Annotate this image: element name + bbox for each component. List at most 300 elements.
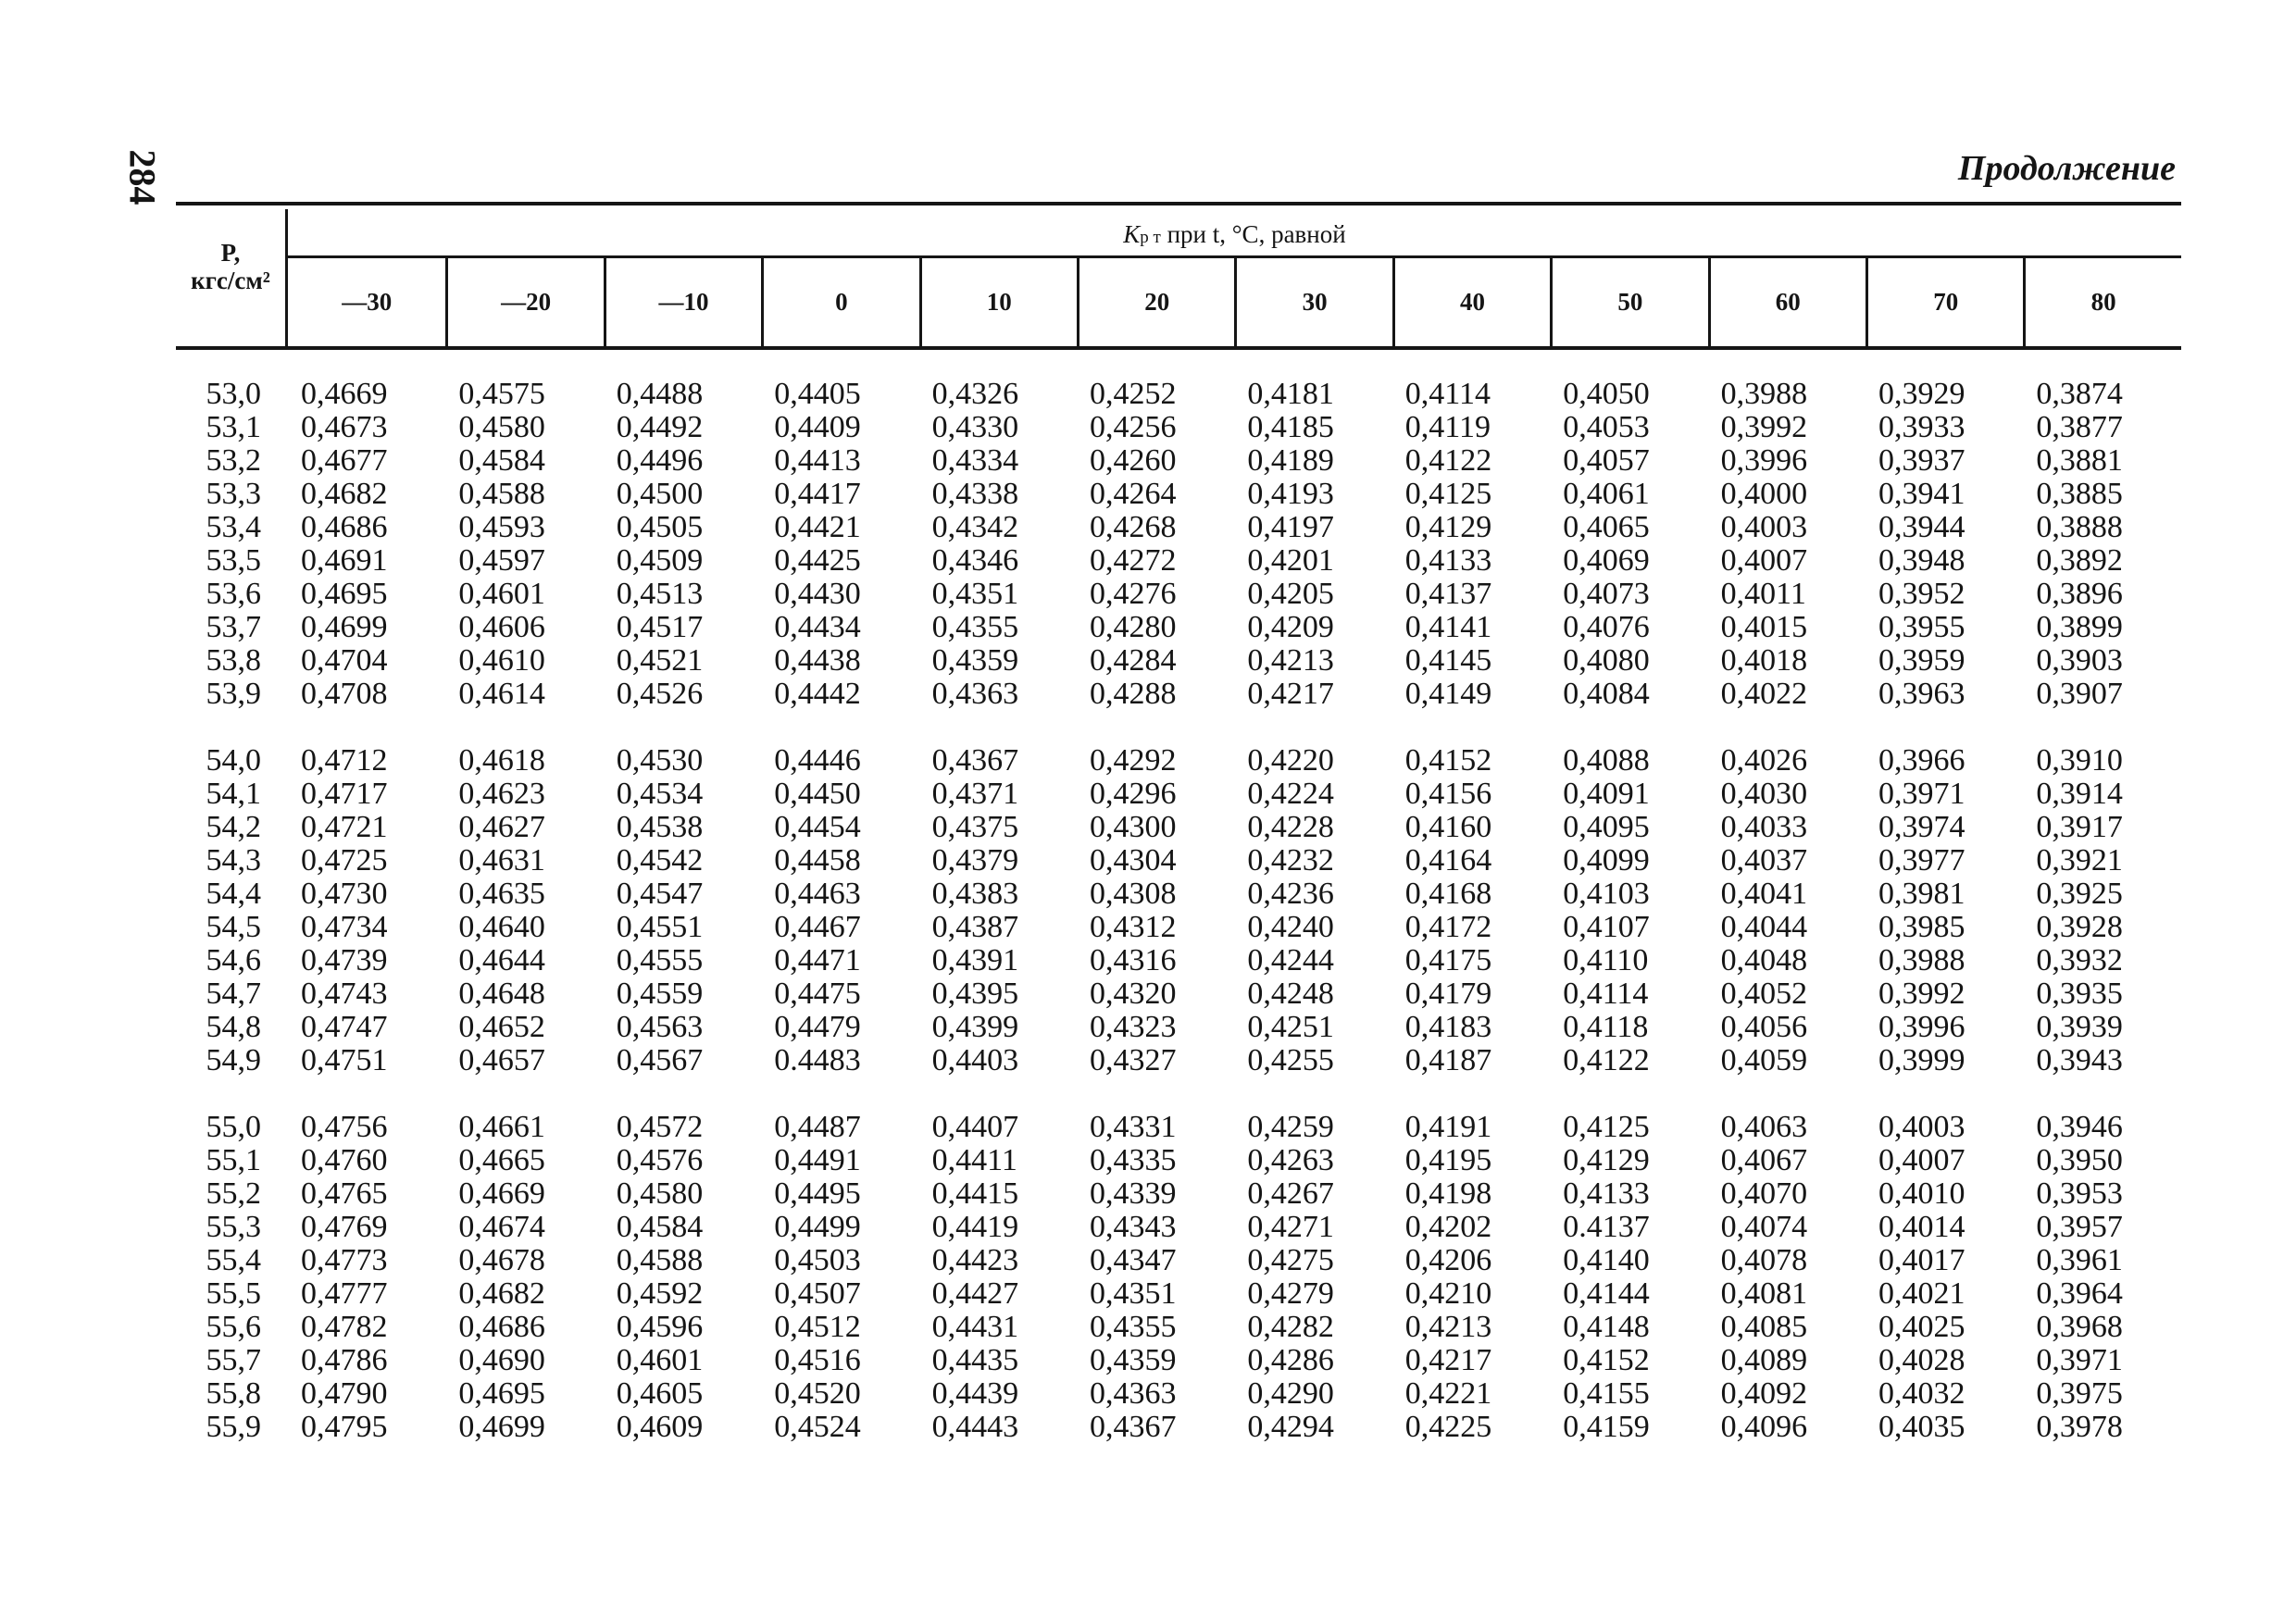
value-cell: 0,4225 <box>1404 1410 1492 1444</box>
value-cell: 0,4576 <box>616 1143 704 1177</box>
value-cell: 0,4342 <box>931 510 1019 544</box>
value-cell: 0,4359 <box>931 643 1019 678</box>
value-cell: 0,4164 <box>1404 843 1492 877</box>
value-cell: 0,4256 <box>1090 410 1177 444</box>
value-cell: 0,4059 <box>1720 1043 1808 1077</box>
pressure-cell: 53,7 <box>206 610 261 644</box>
value-cell: 0,4665 <box>458 1143 545 1177</box>
value-cell: 0,4018 <box>1720 643 1808 678</box>
value-cell: 0,4708 <box>301 677 388 711</box>
value-cell: 0,4088 <box>1563 743 1650 778</box>
value-cell: 0,4335 <box>1090 1143 1177 1177</box>
value-cell: 0,4110 <box>1563 943 1649 977</box>
value-cell: 0,4099 <box>1563 843 1650 877</box>
pressure-cell: 55,0 <box>206 1110 261 1144</box>
pressure-cell: 55,2 <box>206 1176 261 1211</box>
value-cell: 0,4756 <box>301 1110 388 1144</box>
table-row <box>176 778 2181 811</box>
value-cell: 0,4605 <box>616 1376 704 1411</box>
value-cell: 0,4052 <box>1720 977 1808 1011</box>
value-cell: 0,4355 <box>1090 1310 1177 1344</box>
table-row <box>176 378 2181 411</box>
pressure-cell: 54,2 <box>206 810 261 844</box>
pressure-cell: 54,6 <box>206 943 261 977</box>
table-row <box>176 1411 2181 1444</box>
value-cell: 0,4078 <box>1720 1243 1808 1277</box>
value-cell: 0,4355 <box>931 610 1019 644</box>
value-cell: 0,4300 <box>1090 810 1177 844</box>
value-cell: 0,4367 <box>931 743 1019 778</box>
value-cell: 0,3992 <box>1878 977 1965 1011</box>
value-cell: 0,4431 <box>931 1310 1019 1344</box>
value-cell: 0,4175 <box>1404 943 1492 977</box>
value-cell: 0,4330 <box>931 410 1019 444</box>
pressure-cell: 54,3 <box>206 843 261 877</box>
value-cell: 0,4326 <box>931 377 1019 411</box>
value-cell: 0,4260 <box>1090 443 1177 478</box>
value-cell: 0,3946 <box>2036 1110 2123 1144</box>
value-cell: 0,4712 <box>301 743 388 778</box>
value-cell: 0.4483 <box>774 1043 861 1077</box>
value-cell: 0,4657 <box>458 1043 545 1077</box>
value-cell: 0,4213 <box>1404 1310 1492 1344</box>
value-cell: 0,4725 <box>301 843 388 877</box>
value-cell: 0,3996 <box>1878 1010 1965 1044</box>
value-cell: 0,4015 <box>1720 610 1808 644</box>
value-cell: 0,4463 <box>774 877 861 911</box>
value-cell: 0,4048 <box>1720 943 1808 977</box>
table-row <box>176 411 2181 444</box>
value-cell: 0,4417 <box>774 477 861 511</box>
table-row <box>176 578 2181 611</box>
value-cell: 0,4521 <box>616 643 704 678</box>
value-cell: 0,4122 <box>1563 1043 1650 1077</box>
value-cell: 0,4091 <box>1563 777 1650 811</box>
value-cell: 0,4491 <box>774 1143 861 1177</box>
table-row <box>176 478 2181 511</box>
value-cell: 0,4189 <box>1247 443 1334 478</box>
value-cell: 0,4415 <box>931 1176 1019 1211</box>
value-cell: 0,4661 <box>458 1110 545 1144</box>
value-cell: 0,4379 <box>931 843 1019 877</box>
value-cell: 0,4030 <box>1720 777 1808 811</box>
value-cell: 0,4383 <box>931 877 1019 911</box>
page-number: 284 <box>121 149 164 205</box>
value-cell: 0,4044 <box>1720 910 1808 944</box>
value-cell: 0,4296 <box>1090 777 1177 811</box>
value-cell: 0,4346 <box>931 543 1019 578</box>
value-cell: 0,4220 <box>1247 743 1334 778</box>
value-cell: 0,3921 <box>2036 843 2123 877</box>
value-cell: 0,4080 <box>1563 643 1650 678</box>
pressure-cell: 54,8 <box>206 1010 261 1044</box>
value-cell: 0,4425 <box>774 543 861 578</box>
table-row <box>176 544 2181 578</box>
value-cell: 0,4409 <box>774 410 861 444</box>
value-cell: 0,3907 <box>2036 677 2123 711</box>
value-cell: 0,3932 <box>2036 943 2123 977</box>
table-row <box>176 1344 2181 1377</box>
value-cell: 0,4122 <box>1404 443 1492 478</box>
value-cell: 0,4129 <box>1404 510 1492 544</box>
value-cell: 0,4159 <box>1563 1410 1650 1444</box>
value-cell: 0,4495 <box>774 1176 861 1211</box>
value-cell: 0,4202 <box>1404 1210 1492 1244</box>
table-row <box>176 744 2181 778</box>
value-cell: 0,4413 <box>774 443 861 478</box>
value-cell: 0,4320 <box>1090 977 1177 1011</box>
value-cell: 0,4503 <box>774 1243 861 1277</box>
value-cell: 0,4516 <box>774 1343 861 1377</box>
value-cell: 0,4695 <box>301 577 388 611</box>
value-cell: 0,4777 <box>301 1276 388 1311</box>
value-cell: 0,4351 <box>1090 1276 1177 1311</box>
value-cell: 0,4559 <box>616 977 704 1011</box>
value-cell: 0,3881 <box>2036 443 2123 478</box>
value-cell: 0,4351 <box>931 577 1019 611</box>
temperature-header: 60 <box>1708 258 1866 346</box>
temperature-header: 0 <box>761 258 918 346</box>
value-cell: 0,4276 <box>1090 577 1177 611</box>
pressure-cell: 53,3 <box>206 477 261 511</box>
value-cell: 0,4197 <box>1247 510 1334 544</box>
value-cell: 0,3961 <box>2036 1243 2123 1277</box>
value-cell: 0,4272 <box>1090 543 1177 578</box>
temperature-header: 20 <box>1077 258 1234 346</box>
value-cell: 0,4471 <box>774 943 861 977</box>
value-cell: 0,4179 <box>1404 977 1492 1011</box>
spanning-header <box>288 220 2181 249</box>
value-cell: 0,4133 <box>1404 543 1492 578</box>
value-cell: 0,4496 <box>616 443 704 478</box>
value-cell: 0,4499 <box>774 1210 861 1244</box>
value-cell: 0,4037 <box>1720 843 1808 877</box>
value-cell: 0,4623 <box>458 777 545 811</box>
value-cell: 0,4407 <box>931 1110 1019 1144</box>
value-cell: 0,4061 <box>1563 477 1650 511</box>
value-cell: 0,4290 <box>1247 1376 1334 1411</box>
value-cell: 0,3928 <box>2036 910 2123 944</box>
table-row <box>176 1244 2181 1277</box>
value-cell: 0,4236 <box>1247 877 1334 911</box>
table-row <box>176 877 2181 911</box>
pressure-cell: 55,8 <box>206 1376 261 1411</box>
value-cell: 0,4442 <box>774 677 861 711</box>
value-cell: 0,4677 <box>301 443 388 478</box>
temperature-header: 80 <box>2023 258 2180 346</box>
value-cell: 0,4782 <box>301 1310 388 1344</box>
value-cell: 0,4056 <box>1720 1010 1808 1044</box>
table-row <box>176 1277 2181 1311</box>
value-cell: 0,4193 <box>1247 477 1334 511</box>
value-cell: 0,4652 <box>458 1010 545 1044</box>
value-cell: 0,3999 <box>1878 1043 1965 1077</box>
value-cell: 0,4547 <box>616 877 704 911</box>
value-cell: 0,4007 <box>1720 543 1808 578</box>
value-cell: 0,4690 <box>458 1343 545 1377</box>
value-cell: 0,4534 <box>616 777 704 811</box>
value-cell: 0,4487 <box>774 1110 861 1144</box>
value-cell: 0,4152 <box>1563 1343 1650 1377</box>
value-cell: 0,3985 <box>1878 910 1965 944</box>
value-cell: 0,4125 <box>1404 477 1492 511</box>
value-cell: 0,3992 <box>1720 410 1808 444</box>
value-cell: 0,4512 <box>774 1310 861 1344</box>
table-row <box>176 844 2181 877</box>
value-cell: 0,4488 <box>616 377 704 411</box>
value-cell: 0,4304 <box>1090 843 1177 877</box>
value-cell: 0,4699 <box>458 1410 545 1444</box>
value-cell: 0,4555 <box>616 943 704 977</box>
value-cell: 0,4096 <box>1720 1410 1808 1444</box>
value-cell: 0,4588 <box>458 477 545 511</box>
pressure-cell: 53,0 <box>206 377 261 411</box>
pressure-cell: 54,0 <box>206 743 261 778</box>
value-cell: 0,4070 <box>1720 1176 1808 1211</box>
value-cell: 0,4760 <box>301 1143 388 1177</box>
value-cell: 0,4323 <box>1090 1010 1177 1044</box>
value-cell: 0,4631 <box>458 843 545 877</box>
value-cell: 0,4786 <box>301 1343 388 1377</box>
value-cell: 0,3885 <box>2036 477 2123 511</box>
value-cell: 0,4011 <box>1720 577 1806 611</box>
value-cell: 0,4003 <box>1878 1110 1965 1144</box>
value-cell: 0,3877 <box>2036 410 2123 444</box>
value-cell: 0,4339 <box>1090 1176 1177 1211</box>
value-cell: 0,4391 <box>931 943 1019 977</box>
value-cell: 0,3978 <box>2036 1410 2123 1444</box>
value-cell: 0,4734 <box>301 910 388 944</box>
pressure-label: P, <box>220 239 241 267</box>
value-cell: 0,4172 <box>1404 910 1492 944</box>
value-cell: 0,4331 <box>1090 1110 1177 1144</box>
value-cell: 0,3963 <box>1878 677 1965 711</box>
value-cell: 0,4682 <box>458 1276 545 1311</box>
value-cell: 0,4003 <box>1720 510 1808 544</box>
value-cell: 0,4232 <box>1247 843 1334 877</box>
value-cell: 0,4292 <box>1090 743 1177 778</box>
value-cell: 0,4704 <box>301 643 388 678</box>
value-cell: 0,4213 <box>1247 643 1334 678</box>
value-cell: 0,4316 <box>1090 943 1177 977</box>
value-cell: 0,4148 <box>1563 1310 1650 1344</box>
value-cell: 0,3874 <box>2036 377 2123 411</box>
value-cell: 0,4021 <box>1878 1276 1965 1311</box>
value-cell: 0,4419 <box>931 1210 1019 1244</box>
value-cell: 0,4284 <box>1090 643 1177 678</box>
value-cell: 0,4141 <box>1404 610 1492 644</box>
value-cell: 0,3975 <box>2036 1376 2123 1411</box>
value-cell: 0,4076 <box>1563 610 1650 644</box>
value-cell: 0,3988 <box>1720 377 1808 411</box>
value-cell: 0,4427 <box>931 1276 1019 1311</box>
value-cell: 0,4288 <box>1090 677 1177 711</box>
value-cell: 0,4530 <box>616 743 704 778</box>
value-cell: 0,4092 <box>1720 1376 1808 1411</box>
value-cell: 0,4790 <box>301 1376 388 1411</box>
value-cell: 0,4125 <box>1563 1110 1650 1144</box>
value-cell: 0,4601 <box>616 1343 704 1377</box>
value-cell: 0,4280 <box>1090 610 1177 644</box>
value-cell: 0,4053 <box>1563 410 1650 444</box>
value-cell: 0,4430 <box>774 577 861 611</box>
value-cell: 0,4107 <box>1563 910 1650 944</box>
value-cell: 0,4674 <box>458 1210 545 1244</box>
value-cell: 0,4240 <box>1247 910 1334 944</box>
value-cell: 0,4669 <box>301 377 388 411</box>
value-cell: 0,4596 <box>616 1310 704 1344</box>
table-row <box>176 611 2181 644</box>
value-cell: 0,4028 <box>1878 1343 1965 1377</box>
value-cell: 0,4114 <box>1404 377 1491 411</box>
table-row <box>176 1377 2181 1411</box>
value-cell: 0,4609 <box>616 1410 704 1444</box>
table-row <box>176 511 2181 544</box>
value-cell: 0,3888 <box>2036 510 2123 544</box>
value-cell: 0,4423 <box>931 1243 1019 1277</box>
value-cell: 0,4717 <box>301 777 388 811</box>
value-cell: 0,4251 <box>1247 1010 1334 1044</box>
value-cell: 0,4168 <box>1404 877 1492 911</box>
value-cell: 0,4421 <box>774 510 861 544</box>
value-cell: 0,4446 <box>774 743 861 778</box>
value-cell: 0,4438 <box>774 643 861 678</box>
value-cell: 0,4435 <box>931 1343 1019 1377</box>
value-cell: 0,4191 <box>1404 1110 1492 1144</box>
value-cell: 0,4149 <box>1404 677 1492 711</box>
value-cell: 0,4010 <box>1878 1176 1965 1211</box>
pressure-cell: 55,1 <box>206 1143 261 1177</box>
value-cell: 0,4248 <box>1247 977 1334 1011</box>
pressure-cell: 55,7 <box>206 1343 261 1377</box>
value-cell: 0,4593 <box>458 510 545 544</box>
value-cell: 0,4057 <box>1563 443 1650 478</box>
value-cell: 0,4399 <box>931 1010 1019 1044</box>
value-cell: 0,4160 <box>1404 810 1492 844</box>
table-row <box>176 644 2181 678</box>
value-cell: 0,4580 <box>616 1176 704 1211</box>
pressure-cell: 53,6 <box>206 577 261 611</box>
table-row <box>176 1211 2181 1244</box>
value-cell: 0,4347 <box>1090 1243 1177 1277</box>
value-cell: 0,4308 <box>1090 877 1177 911</box>
pressure-cell: 55,3 <box>206 1210 261 1244</box>
value-cell: 0,3914 <box>2036 777 2123 811</box>
value-cell: 0,3957 <box>2036 1210 2123 1244</box>
temperature-header: —20 <box>445 258 603 346</box>
pressure-cell: 54,9 <box>206 1043 261 1077</box>
value-cell: 0,4751 <box>301 1043 388 1077</box>
table-row <box>176 1177 2181 1211</box>
value-cell: 0,4119 <box>1404 410 1491 444</box>
value-cell: 0,4627 <box>458 810 545 844</box>
pressure-cell: 53,4 <box>206 510 261 544</box>
temperature-header: —30 <box>342 288 393 316</box>
pressure-cell: 55,4 <box>206 1243 261 1277</box>
value-cell: 0,4648 <box>458 977 545 1011</box>
pressure-cell: 54,1 <box>206 777 261 811</box>
value-cell: 0,4129 <box>1563 1143 1650 1177</box>
value-cell: 0,4144 <box>1563 1276 1650 1311</box>
value-cell: 0,4743 <box>301 977 388 1011</box>
value-cell: 0,4538 <box>616 810 704 844</box>
value-cell: 0,3935 <box>2036 977 2123 1011</box>
value-cell: 0,4606 <box>458 610 545 644</box>
value-cell: 0,3943 <box>2036 1043 2123 1077</box>
value-cell: 0,3929 <box>1878 377 1965 411</box>
value-cell: 0,4507 <box>774 1276 861 1311</box>
value-cell: 0,4095 <box>1563 810 1650 844</box>
header-bottom-rule <box>176 346 2181 350</box>
value-cell: 0,4156 <box>1404 777 1492 811</box>
continuation-label: Продолжение <box>1957 149 2176 188</box>
value-cell: 0,4198 <box>1404 1176 1492 1211</box>
value-cell: 0,4074 <box>1720 1210 1808 1244</box>
value-cell: 0,3955 <box>1878 610 1965 644</box>
value-cell: 0,4363 <box>1090 1376 1177 1411</box>
value-cell: 0,4152 <box>1404 743 1492 778</box>
table-row <box>176 1011 2181 1044</box>
value-cell: 0,3977 <box>1878 843 1965 877</box>
value-cell: 0,3971 <box>2036 1343 2123 1377</box>
value-cell: 0,4033 <box>1720 810 1808 844</box>
table-header <box>176 202 2181 346</box>
value-cell: 0,4210 <box>1404 1276 1492 1311</box>
table-row <box>176 911 2181 944</box>
value-cell: 0,4133 <box>1563 1176 1650 1211</box>
value-cell: 0,4747 <box>301 1010 388 1044</box>
value-cell: 0,4032 <box>1878 1376 1965 1411</box>
value-cell: 0,4682 <box>301 477 388 511</box>
value-cell: 0,4542 <box>616 843 704 877</box>
value-cell: 0,3944 <box>1878 510 1965 544</box>
value-cell: 0,4195 <box>1404 1143 1492 1177</box>
value-cell: 0,4524 <box>774 1410 861 1444</box>
value-cell: 0,4575 <box>458 377 545 411</box>
value-cell: 0,4228 <box>1247 810 1334 844</box>
value-cell: 0,4601 <box>458 577 545 611</box>
value-cell: 0,3910 <box>2036 743 2123 778</box>
value-cell: 0,4264 <box>1090 477 1177 511</box>
value-cell: 0,4686 <box>458 1310 545 1344</box>
value-cell: 0,4217 <box>1247 677 1334 711</box>
pressure-cell: 53,1 <box>206 410 261 444</box>
value-cell: 0,4085 <box>1720 1310 1808 1344</box>
value-cell: 0,3959 <box>1878 643 1965 678</box>
value-cell: 0,4769 <box>301 1210 388 1244</box>
value-cell: 0,4155 <box>1563 1376 1650 1411</box>
value-cell: 0,4434 <box>774 610 861 644</box>
pressure-cell: 53,8 <box>206 643 261 678</box>
value-cell: 0,4343 <box>1090 1210 1177 1244</box>
value-cell: 0,4526 <box>616 677 704 711</box>
value-cell: 0,4458 <box>774 843 861 877</box>
value-cell: 0,4669 <box>458 1176 545 1211</box>
pressure-column-header <box>176 239 285 294</box>
value-cell: 0,4505 <box>616 510 704 544</box>
value-cell: 0,4294 <box>1247 1410 1334 1444</box>
value-cell: 0,4259 <box>1247 1110 1334 1144</box>
value-cell: 0,4363 <box>931 677 1019 711</box>
table-row <box>176 1044 2181 1077</box>
value-cell: 0,3971 <box>1878 777 1965 811</box>
spanning-header-text: при t, °C, равной <box>1160 220 1346 248</box>
value-cell: 0,4275 <box>1247 1243 1334 1277</box>
value-cell: 0,4268 <box>1090 510 1177 544</box>
value-cell: 0,4375 <box>931 810 1019 844</box>
value-cell: 0,4217 <box>1404 1343 1492 1377</box>
value-cell: 0,4224 <box>1247 777 1334 811</box>
